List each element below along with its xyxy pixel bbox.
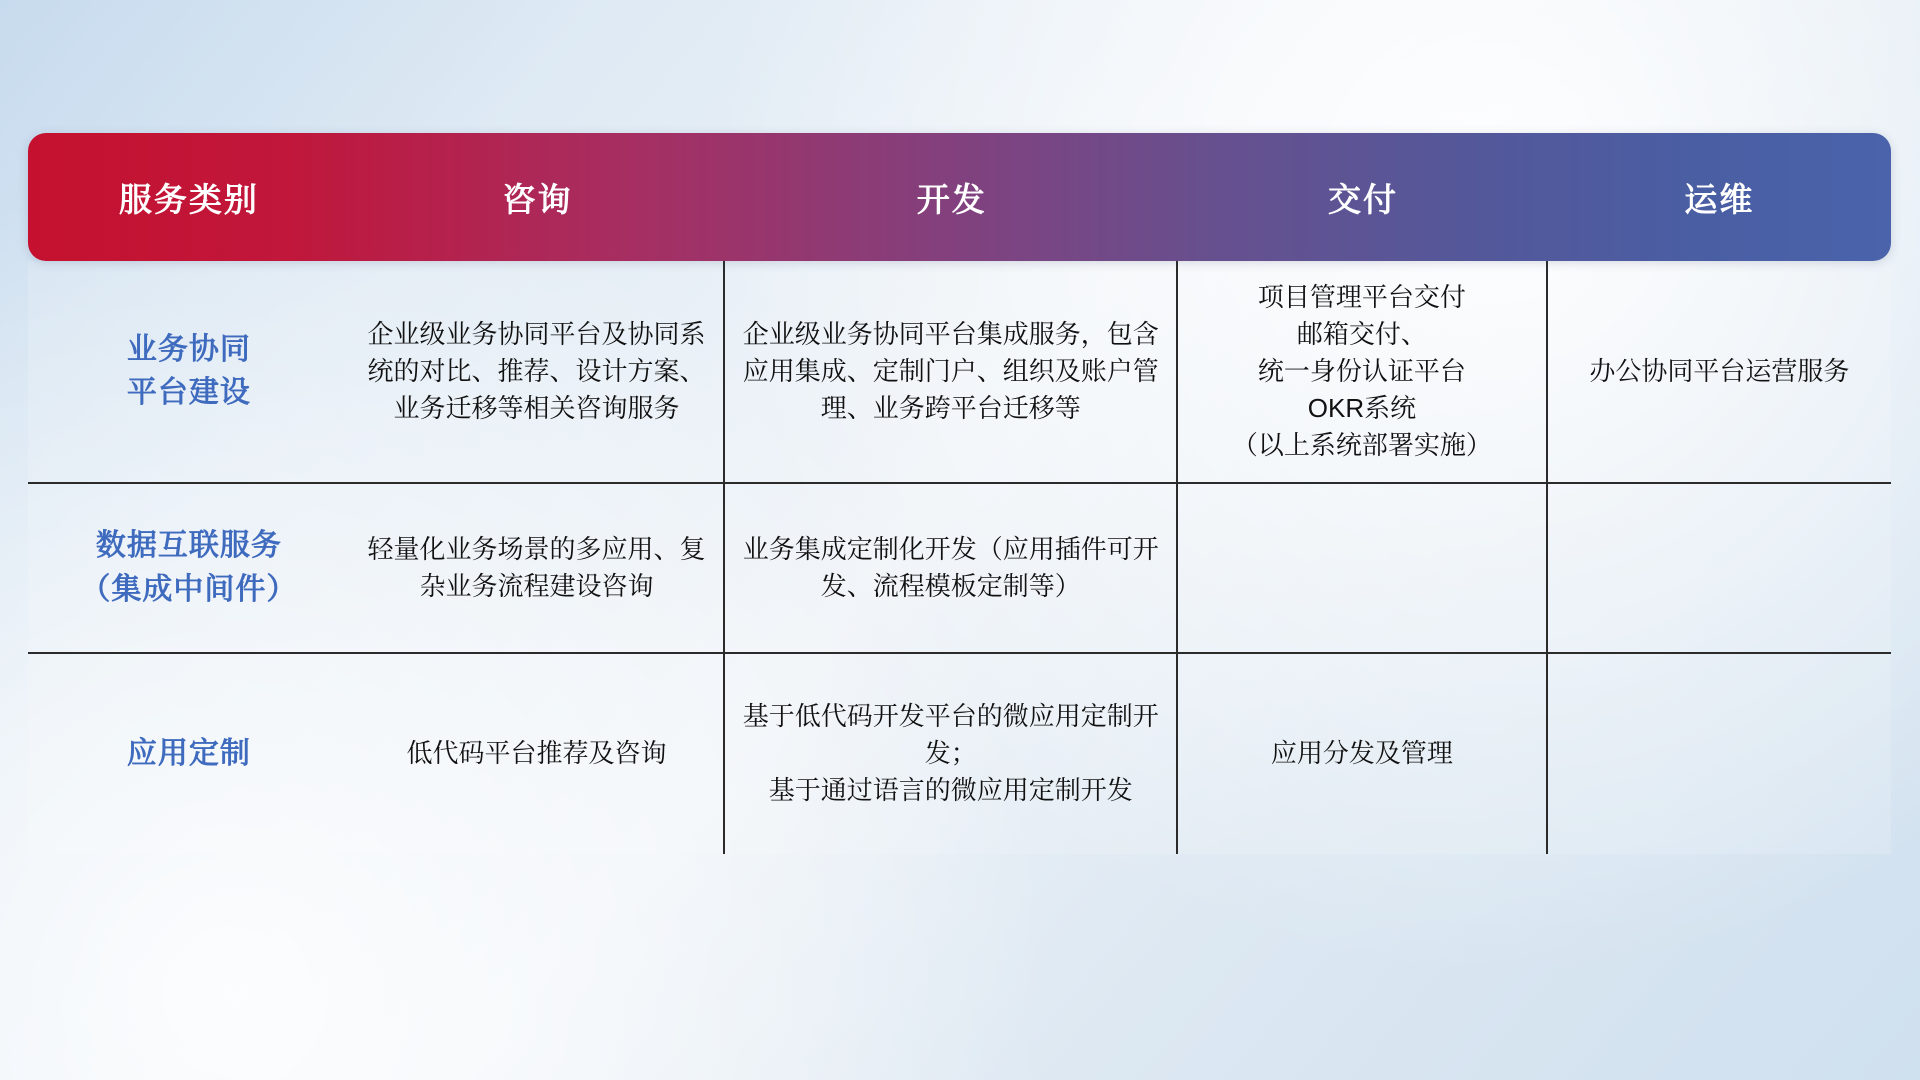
delivery-line: OKR系统 (1307, 392, 1417, 423)
row-category-app-customization (28, 654, 350, 854)
category-line: 应用定制 (126, 736, 251, 770)
development-line: 基于低代码开发平台的微应用定制开发； (742, 701, 1159, 769)
cell-delivery-row1 (1178, 261, 1548, 484)
delivery-line: 统一身份认证平台 (1257, 355, 1466, 386)
delivery-line: 邮箱交付、 (1296, 318, 1427, 349)
row-category-data-interconnect (28, 484, 350, 654)
category-line: 数据互联服务 (95, 529, 282, 563)
category-line: 业务协同 (126, 332, 251, 366)
cell-delivery-row3: 应用分发及管理 (1178, 654, 1548, 854)
delivery-line: （以上系统部署实施） (1231, 429, 1492, 460)
header-cell-delivery: 交付 (1327, 180, 1398, 218)
table-row (28, 484, 1891, 654)
cell-consulting-row3: 低代码平台推荐及咨询 (350, 654, 725, 854)
development-line: 基于通过语言的微应用定制开发 (768, 774, 1133, 805)
table-row (28, 654, 1891, 854)
cell-consulting-row2: 轻量化业务场景的多应用、复杂业务流程建设咨询 (350, 484, 725, 654)
delivery-line: 项目管理平台交付 (1257, 282, 1466, 312)
cell-operations-row1: 办公协同平台运营服务 (1548, 261, 1891, 484)
row-category-business-collaboration (28, 261, 350, 484)
header-cell-consulting: 咨询 (502, 180, 573, 218)
table-header-row (28, 133, 1891, 261)
service-matrix-table (28, 133, 1891, 854)
header-cell-category: 服务类别 (118, 180, 259, 218)
header-cell-operations: 运维 (1684, 180, 1755, 218)
service-table-container (28, 133, 1891, 854)
header-cell-development: 开发 (916, 180, 987, 218)
cell-development-row2: 业务集成定制化开发（应用插件可开发、流程模板定制等） (725, 484, 1178, 654)
cell-operations-row2 (1548, 484, 1891, 654)
category-line: 平台建设 (126, 376, 251, 410)
cell-delivery-row2 (1178, 484, 1548, 654)
table-body (28, 261, 1891, 854)
category-line: （集成中间件） (80, 572, 298, 606)
cell-operations-row3 (1548, 654, 1891, 854)
cell-consulting-row1: 企业级业务协同平台及协同系统的对比、推荐、设计方案、业务迁移等相关咨询服务 (350, 261, 725, 484)
cell-development-row3 (725, 654, 1178, 854)
table-row (28, 261, 1891, 484)
table-head (28, 133, 1891, 261)
cell-development-row1: 企业级业务协同平台集成服务，包含应用集成、定制门户、组织及账户管理、业务跨平台迁移等 (725, 261, 1178, 484)
